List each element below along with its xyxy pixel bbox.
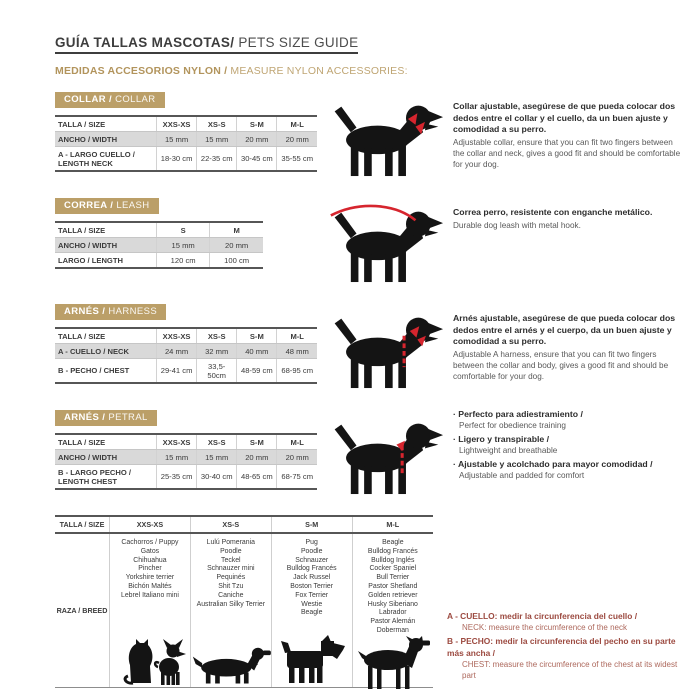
breed-list: [353, 539, 433, 636]
breed-item: Labrador: [379, 609, 407, 617]
value-cell: M-L: [277, 328, 317, 344]
value-cell: 15 mm: [157, 238, 210, 253]
collar-dog-illustration: [328, 93, 444, 183]
row-label-cell: B - LARGO PECHO / LENGTH CHEST: [55, 465, 157, 490]
value-cell: 20 mm: [277, 450, 317, 465]
breed-item: Husky Siberiano: [367, 600, 418, 608]
value-cell: 15 mm: [157, 450, 197, 465]
page-subtitle: [55, 65, 684, 77]
leash-dog-illustration: [328, 199, 444, 289]
harness-desc-es: Arnés ajustable, asegúrese de que pueda colocar dos dedos entre el arnés y el cuerpo, da un buen ajuste y comodidad a su perro.: [453, 313, 676, 346]
row-label-cell: A - CUELLO / NECK: [55, 344, 157, 359]
table-header-row: [55, 328, 317, 344]
value-cell: 68-75 cm: [277, 465, 317, 490]
value-cell: 15 mm: [157, 132, 197, 147]
leash-description: [449, 195, 684, 289]
value-cell: S-M: [237, 328, 277, 344]
breed-item: Caniche: [218, 591, 244, 599]
value-cell: S-M: [237, 116, 277, 132]
collar-section: [55, 89, 684, 183]
value-cell: S: [157, 222, 210, 238]
harness-size-table: [55, 327, 317, 384]
harness-section: [55, 301, 684, 395]
breed-item: Boston Terrier: [290, 582, 334, 590]
breed-item: Teckel: [221, 556, 241, 564]
measurement-notes: [447, 611, 684, 689]
breed-body-row: [55, 533, 433, 688]
value-cell: 25-35 cm: [157, 465, 197, 490]
breed-header-row: [55, 516, 433, 533]
value-cell: 20 mm: [277, 132, 317, 147]
row-label-cell: TALLA / SIZE: [55, 328, 157, 344]
breed-item: Shit Tzu: [218, 582, 244, 590]
measurement-note-b: B - PECHO: medir la circunferencia del pecho en su parte más ancha /: [447, 636, 676, 658]
value-cell: 20 mm: [237, 132, 277, 147]
breed-item: Schnauzer mini: [207, 565, 255, 573]
breed-item: Lulú Pomerania: [206, 539, 255, 546]
breed-item: Australian Silky Terrier: [196, 600, 266, 608]
petral-bullet-es: · Perfecto para adiestramiento /: [453, 409, 583, 419]
breed-item: Pincher: [138, 565, 162, 573]
table-row: [55, 450, 317, 465]
row-label-cell: TALLA / SIZE: [55, 434, 157, 450]
petral-bullet-en: Perfect for obedience training: [459, 421, 566, 430]
value-cell: 68-95 cm: [277, 359, 317, 384]
breed-item: Gatos: [140, 547, 160, 555]
breed-column-s-m: [271, 533, 352, 688]
value-cell: 48-59 cm: [237, 359, 277, 384]
harness-dog-illustration: [328, 305, 444, 395]
table-row: [55, 344, 317, 359]
breed-column-xxs-xs: [110, 533, 191, 688]
value-cell: 100 cm: [210, 253, 263, 269]
breed-item: Golden retriever: [368, 591, 418, 599]
table-row: [55, 253, 263, 269]
collar-description: [449, 89, 684, 183]
table-row: [55, 147, 317, 172]
collar-badge: COLLAR / COLLAR: [55, 92, 165, 109]
petral-bullet-es: · Ligero y transpirable /: [453, 434, 550, 444]
row-label-cell: TALLA / SIZE: [55, 222, 157, 238]
page-subtitle-en: MEASURE NYLON ACCESSORIES:: [227, 65, 408, 77]
breed-table: [55, 515, 433, 688]
petral-size-table: [55, 433, 317, 490]
measurement-note-a-en: NECK: measure the circumference of the neck: [462, 623, 627, 632]
value-cell: XS-S: [197, 116, 237, 132]
breed-row-label: RAZA / BREED: [55, 533, 110, 688]
breeds-and-notes: [55, 515, 684, 688]
breed-item: Lebrel Italiano mini: [121, 591, 179, 599]
breed-item: Cocker Spaniel: [369, 565, 417, 573]
value-cell: 40 mm: [237, 344, 277, 359]
petral-bullet-es: · Ajustable y acolchado para mayor comodidad /: [453, 459, 653, 469]
schnauzer-icon: [272, 635, 352, 687]
value-cell: 24 mm: [157, 344, 197, 359]
breed-item: Bulldog Francés: [286, 565, 337, 573]
leash-size-table: [55, 221, 263, 269]
value-cell: XS-S: [197, 434, 237, 450]
collar-desc-en: Adjustable collar, ensure that you can fit two fingers between the collar and neck, gives a good fit and should be comfortable for your dog.: [453, 137, 681, 169]
breed-item: Beagle: [300, 609, 323, 617]
header-cell: M-L: [352, 516, 433, 533]
row-label-cell: B - PECHO / CHEST: [55, 359, 157, 384]
table-header-row: [55, 222, 263, 238]
page-title: [55, 35, 358, 54]
value-cell: XXS-XS: [157, 116, 197, 132]
value-cell: 30-45 cm: [237, 147, 277, 172]
leash-section: [55, 195, 684, 289]
breed-item: Jack Russel: [293, 574, 331, 582]
page-title-en: PETS SIZE GUIDE: [234, 35, 359, 50]
breed-item: Westie: [301, 600, 323, 608]
table-header-row: [55, 434, 317, 450]
row-label-cell: ANCHO / WIDTH: [55, 132, 157, 147]
breed-item: Pug: [305, 539, 318, 546]
measurement-note-b-en: CHEST: measure the circumference of the chest at its widest part: [462, 660, 678, 680]
row-label-cell: ANCHO / WIDTH: [55, 450, 157, 465]
breed-item: Beagle: [382, 539, 404, 546]
breed-item: Fox Terrier: [295, 591, 329, 599]
row-label-cell: TALLA / SIZE: [55, 116, 157, 132]
value-cell: 18-30 cm: [157, 147, 197, 172]
breed-column-xs-s: [190, 533, 271, 688]
value-cell: 120 cm: [157, 253, 210, 269]
value-cell: 32 mm: [197, 344, 237, 359]
dachshund-icon: [191, 643, 271, 687]
breed-item: Pastor Shetland: [368, 582, 418, 590]
harness-badge: ARNÉS / HARNESS: [55, 304, 166, 321]
breed-item: Bichón Maltés: [128, 582, 172, 590]
breed-item: Cachorros / Puppy: [121, 539, 179, 546]
value-cell: XS-S: [197, 328, 237, 344]
breed-list: [191, 539, 271, 609]
value-cell: 20 mm: [210, 238, 263, 253]
value-cell: 29-41 cm: [157, 359, 197, 384]
leash-desc-es: Correa perro, resistente con enganche metálico.: [453, 207, 653, 217]
breed-item: Bull Terrier: [376, 574, 410, 582]
value-cell: 48 mm: [277, 344, 317, 359]
value-cell: M-L: [277, 116, 317, 132]
breed-item: Pastor Alemán: [370, 618, 416, 626]
table-row: [55, 359, 317, 384]
petral-badge: ARNÉS / PETRAL: [55, 410, 157, 427]
leash-badge: CORREA / LEASH: [55, 198, 159, 215]
breed-item: Bulldog Francés: [367, 547, 418, 555]
doberman-icon: [353, 636, 433, 692]
breed-item: Pequinés: [216, 574, 246, 582]
harness-description: [449, 301, 684, 395]
table-header-row: [55, 116, 317, 132]
value-cell: 33,5-50cm: [197, 359, 237, 384]
value-cell: 15 mm: [197, 132, 237, 147]
breed-item: Schnauzer: [295, 556, 329, 564]
header-cell: XS-S: [190, 516, 271, 533]
header-cell: S-M: [271, 516, 352, 533]
leash-desc-en: Durable dog leash with metal hook.: [453, 220, 581, 230]
breed-item: Poodle: [220, 547, 242, 555]
value-cell: S-M: [237, 434, 277, 450]
breed-list: [272, 539, 352, 618]
value-cell: 22-35 cm: [197, 147, 237, 172]
value-cell: M-L: [277, 434, 317, 450]
row-label-cell: A - LARGO CUELLO / LENGTH NECK: [55, 147, 157, 172]
measurement-note-a: A - CUELLO: medir la circunferencia del cuello /: [447, 610, 638, 621]
petral-bullet-en: Lightweight and breathable: [459, 446, 558, 455]
petral-section: [55, 407, 684, 501]
value-cell: 35-55 cm: [277, 147, 317, 172]
value-cell: XXS-XS: [157, 328, 197, 344]
breed-item: Bulldog Inglés: [371, 556, 415, 564]
collar-size-table: [55, 115, 317, 172]
page-subtitle-es: MEDIDAS ACCESORIOS NYLON /: [55, 65, 228, 77]
breed-item: Chihuahua: [133, 556, 167, 564]
breed-list: [110, 539, 190, 601]
table-row: [55, 132, 317, 147]
cat-and-chihuahua-icon: [110, 639, 190, 687]
header-cell: TALLA / SIZE: [55, 516, 110, 533]
value-cell: 48-65 cm: [237, 465, 277, 490]
petral-dog-illustration: [328, 411, 444, 501]
petral-feature-list: [449, 407, 684, 501]
value-cell: 20 mm: [237, 450, 277, 465]
breed-item: Poodle: [300, 547, 323, 555]
value-cell: XXS-XS: [157, 434, 197, 450]
page-title-es: GUÍA TALLAS MASCOTAS/: [55, 35, 235, 50]
row-label-cell: LARGO / LENGTH: [55, 253, 157, 269]
row-label-cell: ANCHO / WIDTH: [55, 238, 157, 253]
value-cell: 30-40 cm: [197, 465, 237, 490]
breed-item: Doberman: [376, 626, 409, 634]
breed-column-m-l: [352, 533, 433, 688]
header-cell: XXS-XS: [110, 516, 191, 533]
breed-item: Yorkshire terrier: [125, 574, 175, 582]
value-cell: 15 mm: [197, 450, 237, 465]
collar-desc-es: Collar ajustable, asegúrese de que pueda colocar dos dedos entre el collar y el cuello, da un buen ajuste y comodidad a su perro.: [453, 101, 676, 134]
table-row: [55, 465, 317, 490]
table-row: [55, 238, 263, 253]
value-cell: M: [210, 222, 263, 238]
petral-bullet-en: Adjustable and padded for comfort: [459, 471, 585, 480]
harness-desc-en: Adjustable A harness, ensure that you can fit two fingers between the collar and body, gives a good fit and should be comfortable for your dog.: [453, 349, 669, 381]
